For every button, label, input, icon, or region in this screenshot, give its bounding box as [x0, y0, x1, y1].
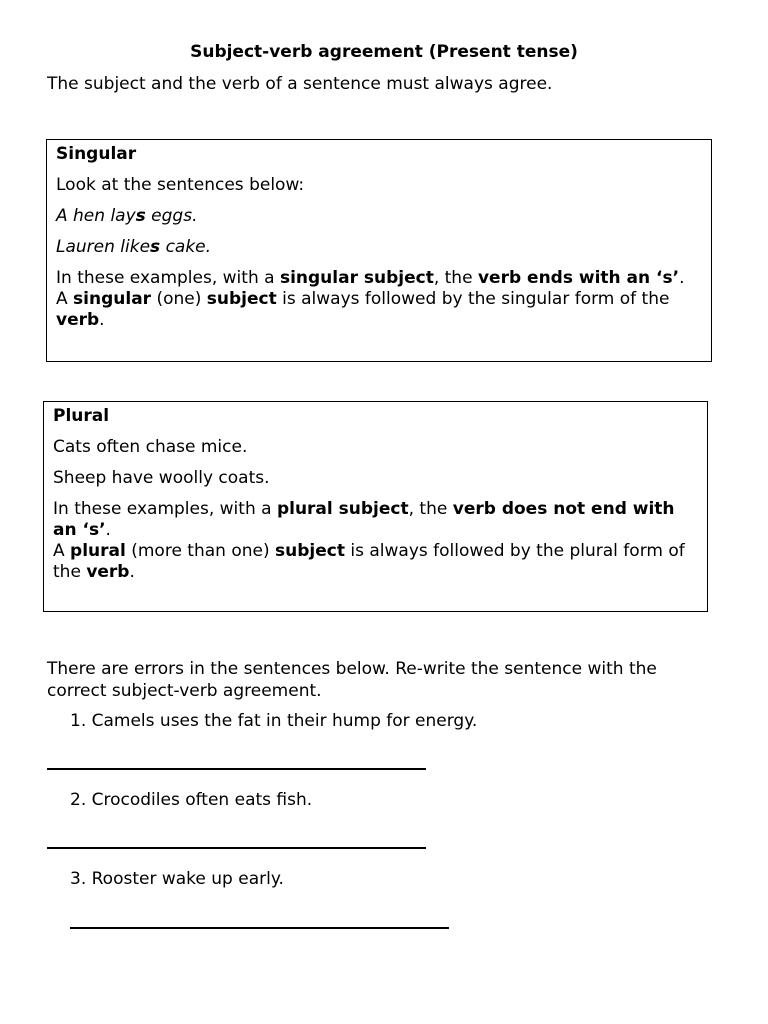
answer-line-2[interactable]	[47, 847, 426, 849]
singular-explanation: In these examples, with a singular subject, the verb ends with an ‘s’.	[56, 268, 685, 288]
plural-example-1: Cats often chase mice.	[53, 437, 248, 457]
plural-rule: A plural (more than one) subject is always followed by the plural form of the verb.	[53, 541, 685, 582]
answer-line-1[interactable]	[47, 768, 426, 770]
exercise-instructions: There are errors in the sentences below. Re-write the sentence with the correct subject-verb agreement.	[47, 659, 657, 701]
plural-box	[43, 401, 708, 612]
plural-explanation: In these examples, with a plural subject, the verb does not end with an ‘s’.	[53, 499, 675, 540]
plural-heading: Plural	[53, 406, 110, 426]
singular-heading: Singular	[56, 144, 137, 164]
intro-text: The subject and the verb of a sentence must always agree.	[47, 74, 553, 94]
singular-example-1: A hen lays eggs.	[56, 206, 198, 226]
singular-example-2: Lauren likes cake.	[56, 237, 212, 257]
page-title: Subject-verb agreement (Present tense)	[190, 42, 578, 62]
question-3: 3. Rooster wake up early.	[70, 869, 284, 889]
singular-box	[46, 139, 712, 362]
plural-example-2: Sheep have woolly coats.	[53, 468, 270, 488]
answer-line-3[interactable]	[70, 927, 449, 929]
question-2: 2. Crocodiles often eats fish.	[70, 790, 313, 810]
singular-look-text: Look at the sentences below:	[56, 175, 305, 195]
question-1: 1. Camels uses the fat in their hump for energy.	[70, 711, 478, 731]
singular-rule: A singular (one) subject is always followed by the singular form of the verb.	[56, 289, 670, 330]
